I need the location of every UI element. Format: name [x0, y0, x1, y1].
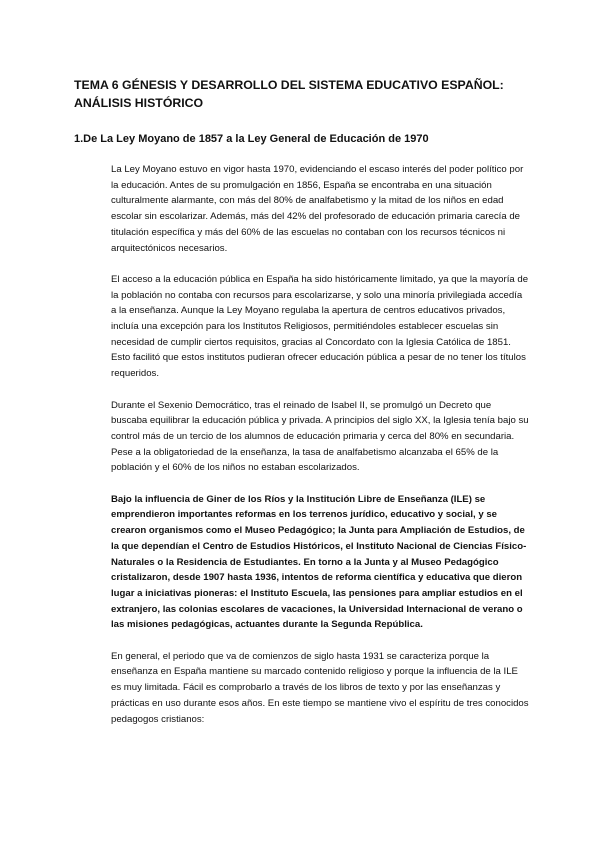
document-body [111, 162, 529, 743]
paragraph-ley-moyano: La Ley Moyano estuvo en vigor hasta 1970, evidenciando el escaso interés del poder político por la educación. Antes de su promulgación en 1856, España se encontraba en una situación culturalmente alarmante, con más del 80% de analfabetismo y la mitad de los niños en edad escolar sin escolarizar. Además, más del 42% del profesorado de educación primaria carecía de titulación específica y más del 60% de las escuelas no contaban con los recursos técnicos ni arquitectónicos necesarios. [111, 164, 524, 254]
document-title: TEMA 6 GÉNESIS Y DESARROLLO DEL SISTEMA EDUCATIVO ESPAÑOL: ANÁLISIS HISTÓRICO [74, 78, 504, 110]
paragraph-sexenio: Durante el Sexenio Democrático, tras el reinado de Isabel II, se promulgó un Decreto que buscaba equilibrar la educación pública y privada. A principios del siglo XX, la Iglesia tenía bajo su control más de un tercio de los alumnos de educación primaria y cerca del 80% en secundaria. Pese a la obligatoriedad de la enseñanza, la tasa de analfabetismo alcanzaba el 65% de la población y el 60% de los niños no estaban escolarizados. [111, 399, 529, 474]
paragraph-acceso-educacion: El acceso a la educación pública en España ha sido históricamente limitado, ya que la mayoría de la población no contaba con recursos para escolarizarse, y solo una minoría privilegiada accedía a la enseñanza. Aunque la Ley Moyano regulaba la apertura de centros educativos privados, incluía una excepción para los Institutos Religiosos, permitiéndoles establecer escuelas sin necesidad de cumplir ciertos requisitos, gracias al Concordato con la Iglesia Católica de 1851. Esto facilitó que estos institutos pudieran ofrecer educación pública a pesar de no tener los títulos requeridos. [111, 273, 529, 380]
section-heading: 1.De La Ley Moyano de 1857 a la Ley General de Educación de 1970 [74, 133, 429, 145]
paragraph-ile: Bajo la influencia de Giner de los Ríos y la Institución Libre de Enseñanza (ILE) se emprendieron importantes reformas en los terrenos jurídico, educativo y social, y se crearon organismos como el Museo Pedagógico; la Junta para Ampliación de Estudios, de la que dependían el Centro de Estudios Históricos, el Instituto Nacional de Ciencias Físico-Naturales o la Residencia de Estudiantes. En torno a la Junta y al Museo Pedagógico cristalizaron, desde 1907 hasta 1936, intentos de reforma científica y educativa que dieron lugar a iniciativas pioneras: el Instituto Escuela, las pensiones para ampliar estudios en el extranjero, las colonias escolares de vacaciones, la Universidad Internacional de verano o las misiones pedagógicas, actuantes durante la Segunda República. [111, 493, 527, 631]
paragraph-periodo: En general, el periodo que va de comienzos de siglo hasta 1931 se caracteriza porque la enseñanza en España mantiene su marcado contenido religioso y porque la influencia de la ILE es muy limitada. Fácil es comprobarlo a través de los libros de texto y por las enseñanzas y prácticas en uso durante esos años. En este tiempo se mantiene vivo el espíritu de tres conocidos pedagogos cristianos: [111, 650, 529, 725]
